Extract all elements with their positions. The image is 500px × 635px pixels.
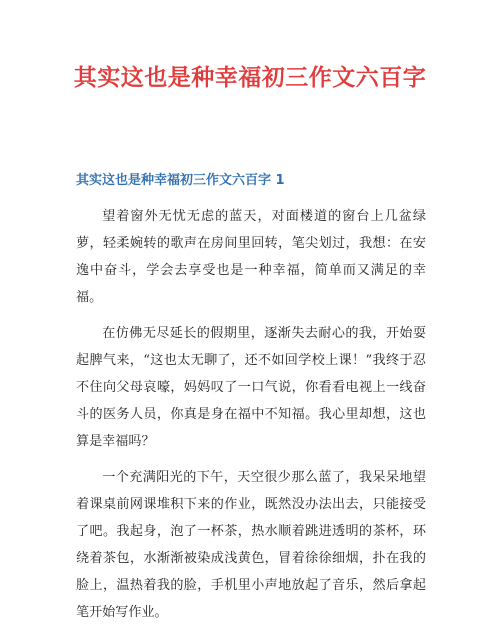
- article-body: [76, 168, 426, 635]
- paragraph-2: 在仿佛无尽延长的假期里，逐渐失去耐心的我，开始耍起脾气来，“这也太无聊了，还不如回学校上课！”我终于忍不住向父母哀嚎，妈妈叹了一口气说，你看看电视上一线奋斗的医务人员，你真是身在福中不知福。我心里却想，这也算是幸福吗？: [76, 326, 426, 449]
- paragraph-3: 一个充满阳光的下午，天空很少那么蓝了，我呆呆地望着课桌前网课堆积下来的作业，既然没办法出去，只能接受了吧。我起身，泡了一杯茶，热水顺着跳进透明的茶杯，环绕着茶包，水渐渐被染成浅黄色，冒着徐徐细烟，扑在我的脸上，温热着我的脸，手机里小声地放起了音乐，然后拿起笔开始写作业。: [76, 470, 426, 620]
- paragraph-1: 望着窗外无忧无虑的蓝天，对面楼道的窗台上几盆绿萝，轻柔婉转的歌声在房间里回转，笔尖划过，我想：在安逸中奋斗，学会去享受也是一种幸福，简单而又满足的幸福。: [76, 209, 426, 305]
- page-title: 其实这也是种幸福初三作文六百字: [73, 65, 427, 91]
- article-heading: 其实这也是种幸福初三作文六百字 1: [76, 173, 285, 188]
